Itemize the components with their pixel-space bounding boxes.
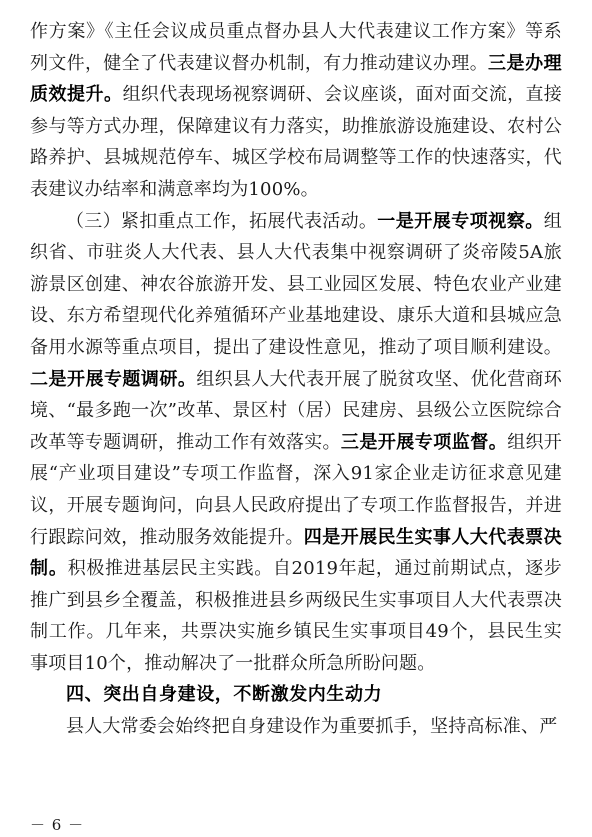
paragraph-1-emphasis-1: 三是办理质效提升。: [30, 52, 562, 106]
paragraph-2-text-2: 组织省、市驻炎人大代表、县人大代表集中视察调研了炎帝陵5A旅游景区创建、神农谷旅游开发、县工业园区发展、特色农业产业建设、东方希望现代化养殖循环产业基地建设、康乐大道和县城应急备用水源等重点项目，提出了建设性意见，推动了项目顺利建设。: [30, 210, 562, 358]
paragraph-2-emphasis-1: 一是开展专项视察。: [377, 210, 544, 232]
paragraph-1: [30, 16, 562, 206]
page-number: － 6 －: [30, 816, 85, 834]
paragraph-2-emphasis-4: 四是开展民生实事人大代表票决制。: [30, 526, 562, 580]
paragraph-1-text-1: 作方案》《主任会议成员重点督办县人大代表建议工作方案》等系列文件，健全了代表建议督办机制，有力推动建议办理。: [30, 21, 562, 74]
paragraph-1-text-2: 组织代表现场视察调研、会议座谈，面对面交流，直接参与等方式办理，保障建议有力落实，助推旅游设施建设、农村公路养护、县城规范停车、城区学校布局调整等工作的快速落实，代表建议办结率和满意率均为100%。: [30, 84, 562, 200]
paragraph-2-text-4: 组织开展“产业项目建设”专项工作监督，深入91家企业走访征求意见建议，开展专题询问，向县人民政府提出了专项工作监督报告，并进行跟踪问效，推动服务效能提升。: [30, 431, 562, 548]
paragraph-2-emphasis-3: 三是开展专项监督。: [340, 431, 508, 453]
paragraph-3-text-1: 县人大常委会始终把自身建设作为重要抓手，坚持高标准、严: [66, 716, 558, 738]
paragraph-2-text-1: （三）紧扣重点工作，拓展代表活动。: [66, 210, 378, 232]
paragraph-3: [30, 711, 562, 743]
paragraph-2-text-3: 组织县人大代表开展了脱贫攻坚、优化营商环境、“最多跑一次”改革、景区村（居）民建房、县级公立医院综合改革等专题调研，推动工作有效落实。: [30, 368, 562, 453]
paragraph-2: [30, 206, 562, 680]
paragraph-2-emphasis-2: 二是开展专题调研。: [30, 368, 197, 390]
paragraph-2-text-5: 积极推进基层民主实践。自2019年起，通过前期试点，逐步推广到县乡全覆盖，积极推进县乡两级民生实事项目人大代表票决制工作。几年来，共票决实施乡镇民生实事项目49个，县民生实事项目10个，推动解决了一批群众所急所盼问题。: [30, 558, 562, 674]
section-heading: 四、突出自身建设，不断激发内生动力: [66, 684, 383, 706]
document-page: [30, 16, 562, 743]
